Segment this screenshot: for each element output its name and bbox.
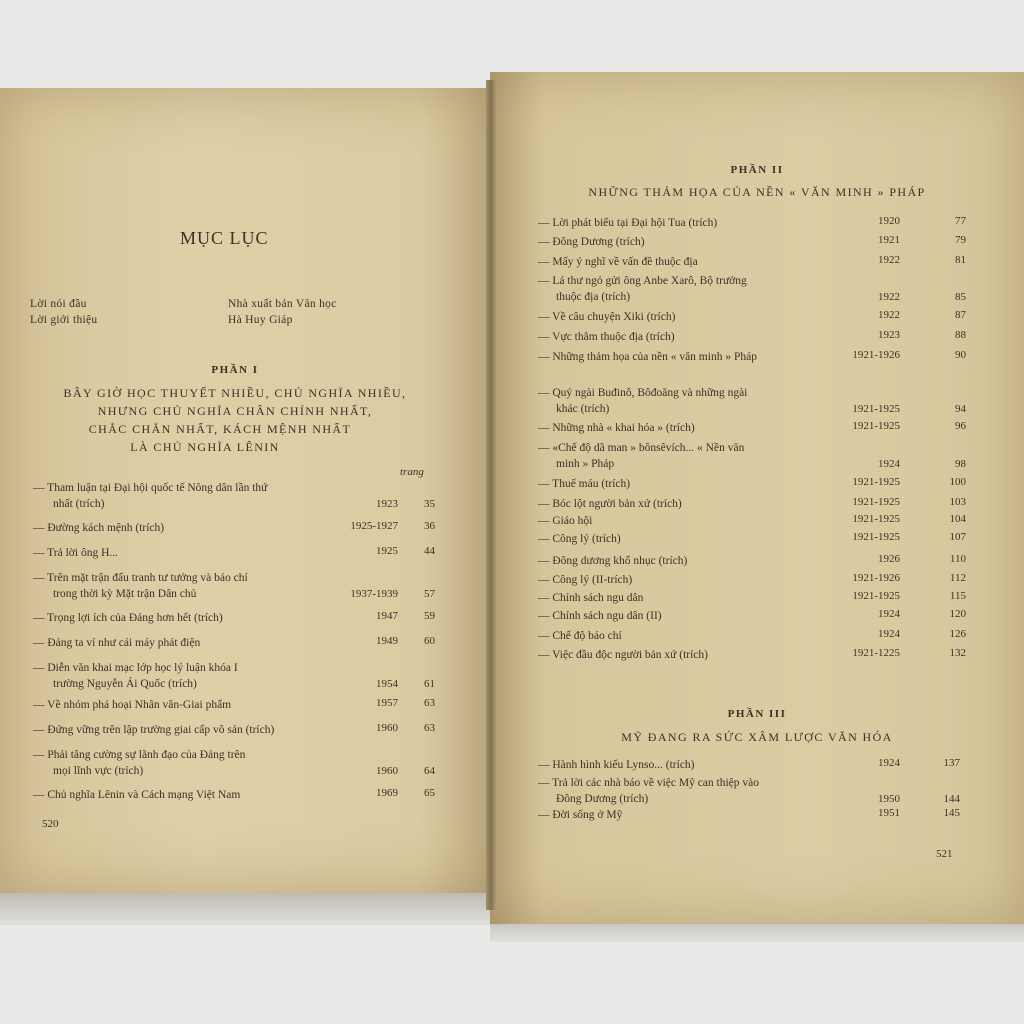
toc-entry-year: 1921-1925 — [852, 531, 900, 543]
toc-entry-page: 64 — [424, 765, 435, 777]
toc-entry-year: 1954 — [376, 678, 398, 690]
part-heading: PHẦN I — [211, 364, 259, 376]
toc-entry-text: — Thuế máu (trích) — [538, 478, 631, 490]
toc-entry-text: — Bóc lột người bản xứ (trích) — [538, 498, 682, 510]
toc-entry-page: 79 — [955, 234, 966, 246]
toc-entry-text: khác (trích) — [556, 403, 610, 415]
page-number: 520 — [42, 818, 59, 830]
toc-entry-page: 90 — [955, 349, 966, 361]
toc-entry-year: 1925 — [376, 545, 398, 557]
toc-entry-text: — Những thảm họa của nền « văn minh » Pháp — [538, 351, 757, 363]
toc-entry-text: trường Nguyễn Ái Quốc (trích) — [53, 678, 197, 690]
toc-entry-year: 1922 — [878, 254, 900, 266]
front-label: Lời giới thiệu — [30, 314, 98, 326]
toc-entry-text: — Tham luận tại Đại hội quốc tế Nông dân lần thứ — [33, 482, 268, 494]
toc-entry-year: 1950 — [878, 793, 900, 805]
toc-entry-year: 1960 — [376, 765, 398, 777]
toc-entry-page: 137 — [943, 757, 960, 769]
toc-entry-year: 1921-1926 — [852, 349, 900, 361]
part-title-line: LÀ CHỦ NGHĨA LÊNIN — [130, 440, 280, 454]
toc-entry-text: — Trọng lợi ích của Đảng hơn hết (trích) — [33, 612, 223, 624]
toc-entry-page: 88 — [955, 329, 966, 341]
toc-entry-page: 132 — [949, 647, 966, 659]
toc-entry-page: 120 — [949, 608, 966, 620]
toc-entry-text: — Đường kách mệnh (trích) — [33, 522, 165, 534]
toc-entry-page: 87 — [955, 309, 966, 321]
toc-entry-year: 1951 — [878, 807, 900, 819]
toc-entry-text: — Hành hình kiểu Lynso... (trích) — [538, 759, 695, 771]
toc-entry-text: minh » Pháp — [556, 458, 615, 470]
toc-entry-page: 107 — [949, 531, 966, 543]
toc-entry-year: 1923 — [376, 498, 398, 510]
toc-entry-text: — «Chế độ dã man » bônsêvích... « Nền văn — [538, 442, 745, 454]
toc-entry-page: 126 — [949, 628, 966, 640]
toc-entry-text: — Đông dương khổ nhục (trích) — [538, 555, 688, 567]
toc-entry-text: Đông Dương (trích) — [556, 793, 649, 805]
toc-entry-page: 98 — [955, 458, 966, 470]
toc-entry-year: 1926 — [878, 553, 900, 565]
toc-entry-page: 36 — [424, 520, 435, 532]
toc-entry-text: thuộc địa (trích) — [556, 291, 631, 303]
right-page — [490, 72, 1024, 924]
toc-entry-text: — Về câu chuyện Xiki (trích) — [538, 311, 676, 323]
toc-entry-text: — Giáo hội — [538, 515, 593, 527]
part-title-line: BÂY GIỜ HỌC THUYẾT NHIỀU, CHỦ NGHĨA NHIỀU, — [63, 386, 407, 400]
toc-entry-year: 1924 — [878, 628, 900, 640]
toc-entry-year: 1924 — [878, 608, 900, 620]
toc-entry-page: 85 — [955, 291, 966, 303]
page-title: MỤC LỤC — [180, 228, 269, 248]
part-title-line: CHẮC CHẮN NHẤT, KÁCH MỆNH NHẤT — [88, 422, 352, 436]
toc-entry-page: 44 — [424, 545, 435, 557]
toc-entry-page: 110 — [949, 553, 966, 565]
toc-entry-page: 100 — [949, 476, 966, 488]
toc-entry-year: 1921-1925 — [852, 590, 900, 602]
toc-entry-page: 59 — [424, 610, 435, 622]
toc-entry-page: 63 — [424, 722, 435, 734]
toc-entry-year: 1921-1925 — [852, 476, 900, 488]
toc-entry-text: — Lời phát biểu tại Đại hội Tua (trích) — [538, 217, 718, 229]
toc-entry-year: 1925-1927 — [350, 520, 398, 532]
toc-entry-year: 1937-1939 — [350, 588, 398, 600]
front-label: Lời nói đầu — [30, 298, 87, 310]
toc-entry-page: 61 — [424, 678, 435, 690]
toc-entry-page: 96 — [955, 420, 966, 432]
toc-entry-text: — Những nhà « khai hóa » (trích) — [538, 422, 695, 434]
toc-entry-page: 57 — [424, 588, 435, 600]
part-title-line: NHỮNG THẢM HỌA CỦA NỀN « VĂN MINH » PHÁP — [588, 185, 926, 199]
toc-entry-year: 1921-1225 — [852, 647, 900, 659]
book-spine — [486, 80, 496, 910]
toc-entry-text: — Chủ nghĩa Lênin và Cách mạng Việt Nam — [33, 789, 241, 801]
toc-entry-page: 65 — [424, 787, 435, 799]
toc-entry-text: — Việc đầu độc người bản xứ (trích) — [538, 649, 708, 661]
toc-entry-page: 145 — [943, 807, 960, 819]
toc-entry-year: 1922 — [878, 291, 900, 303]
toc-entry-text: — Diễn văn khai mạc lớp học lý luận khóa I — [33, 662, 238, 674]
toc-entry-page: 35 — [424, 498, 435, 510]
page-number: 521 — [936, 848, 953, 860]
left-page — [0, 88, 492, 893]
toc-entry-year: 1921-1925 — [852, 403, 900, 415]
toc-entry-text: — Đứng vững trên lập trường giai cấp vô sản (trích) — [33, 724, 275, 736]
toc-entry-text: — Trả lời các nhà báo về việc Mỹ can thiệp vào — [538, 777, 760, 789]
toc-entry-year: 1957 — [376, 697, 398, 709]
toc-entry-year: 1969 — [376, 787, 398, 799]
part-heading: PHẦN II — [730, 164, 784, 176]
toc-entry-year: 1922 — [878, 309, 900, 321]
toc-entry-text: — Công lý (trích) — [538, 533, 621, 545]
toc-entry-year: 1921 — [878, 234, 900, 246]
toc-entry-text: — Phải tăng cường sự lãnh đạo của Đảng trên — [33, 749, 246, 761]
toc-entry-year: 1924 — [878, 757, 900, 769]
toc-entry-year: 1921-1926 — [852, 572, 900, 584]
toc-entry-year: 1921-1925 — [852, 513, 900, 525]
toc-entry-text: — Chính sách ngu dân (II) — [538, 610, 662, 622]
toc-entry-page: 103 — [949, 496, 966, 508]
toc-entry-text: — Quý ngài Buđinô, Bôđoăng và những ngài — [538, 387, 748, 399]
front-author: Nhà xuất bản Văn học — [228, 298, 337, 310]
part-heading: PHẦN III — [727, 708, 787, 720]
toc-entry-page: 60 — [424, 635, 435, 647]
toc-entry-page: 144 — [943, 793, 960, 805]
toc-entry-page: 104 — [949, 513, 966, 525]
column-label: trang — [400, 466, 424, 478]
toc-entry-text: — Về nhóm phá hoại Nhân văn-Giai phẩm — [33, 699, 232, 711]
toc-entry-page: 63 — [424, 697, 435, 709]
toc-entry-page: 112 — [949, 572, 966, 584]
toc-entry-text: — Lá thư ngỏ gửi ông Anbe Xarô, Bộ trưởng — [538, 275, 747, 287]
toc-entry-text: — Đông Dương (trích) — [538, 236, 645, 248]
toc-entry-text: mọi lĩnh vực (trích) — [53, 765, 144, 777]
toc-entry-page: 115 — [949, 590, 966, 602]
toc-entry-text: — Vực thẳm thuộc địa (trích) — [538, 331, 675, 343]
toc-entry-year: 1949 — [376, 635, 398, 647]
toc-entry-text: — Chế độ báo chí — [538, 630, 622, 642]
toc-entry-text: — Trên mặt trận đấu tranh tư tưởng và báo chí — [33, 572, 248, 584]
toc-entry-text: — Trả lời ông H... — [33, 547, 118, 559]
toc-entry-text: — Chính sách ngu dân — [538, 592, 644, 604]
part-title-line: MỸ ĐANG RA SỨC XÂM LƯỢC VĂN HÓA — [621, 730, 893, 744]
toc-entry-text: — Đảng ta ví như cái máy phát điện — [33, 637, 201, 649]
toc-entry-year: 1924 — [878, 458, 900, 470]
toc-entry-year: 1960 — [376, 722, 398, 734]
toc-entry-year: 1920 — [878, 215, 900, 227]
toc-entry-text: — Mấy ý nghĩ về vấn đề thuộc địa — [538, 256, 698, 268]
toc-entry-page: 81 — [955, 254, 966, 266]
toc-entry-page: 77 — [955, 215, 966, 227]
toc-entry-text: — Đời sống ở Mỹ — [538, 809, 623, 821]
toc-entry-year: 1921-1925 — [852, 496, 900, 508]
toc-entry-year: 1947 — [376, 610, 398, 622]
front-author: Hà Huy Giáp — [228, 314, 293, 326]
toc-entry-year: 1921-1925 — [852, 420, 900, 432]
toc-entry-text: — Công lý (II-trích) — [538, 574, 633, 586]
toc-entry-page: 94 — [955, 403, 966, 415]
part-title-line: NHƯNG CHỦ NGHĨA CHÂN CHÍNH NHẤT, — [97, 404, 373, 418]
toc-entry-year: 1923 — [878, 329, 900, 341]
toc-entry-text: nhất (trích) — [53, 498, 105, 510]
toc-entry-text: trong thời kỳ Mặt trận Dân chủ — [53, 588, 197, 600]
